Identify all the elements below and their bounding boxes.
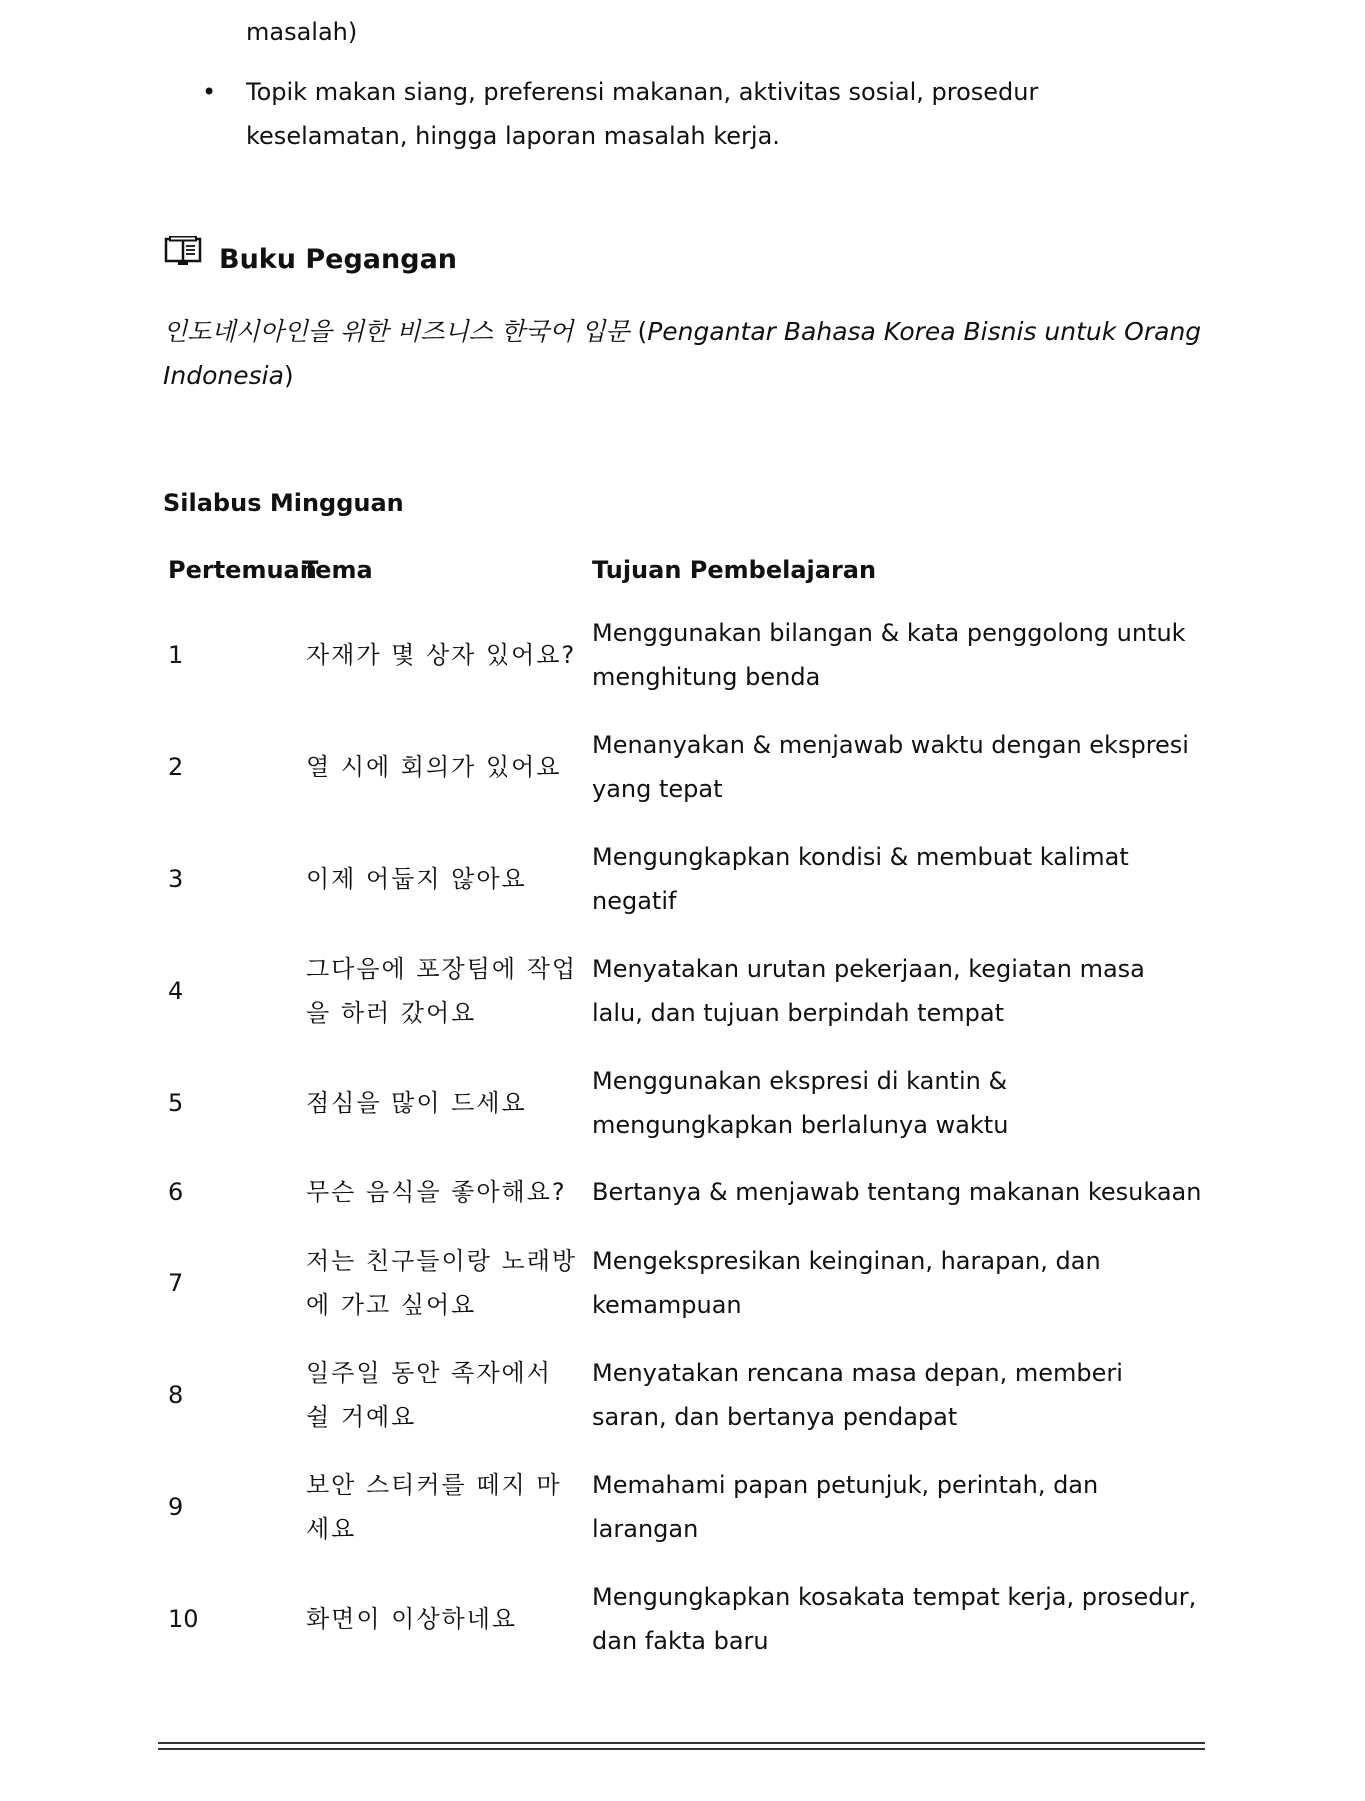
week-theme: 무슨 음식을 좋아해요?	[306, 1178, 567, 1206]
bullet-icon: •	[202, 78, 217, 106]
week-objective: Menyatakan urutan pekerjaan, kegiatan masa lalu, dan tujuan berpindah tempat	[592, 955, 1145, 1027]
week-number: 6	[168, 1178, 184, 1206]
week-theme: 저는 친구들이랑 노래방에 가고 싶어요	[306, 1247, 578, 1319]
column-header-tujuan: Tujuan Pembelajaran	[592, 556, 877, 584]
week-theme: 이제 어둡지 않아요	[306, 865, 527, 893]
week-objective: Mengekspresikan keinginan, harapan, dan kemampuan	[592, 1247, 1101, 1319]
week-number: 4	[168, 977, 184, 1005]
week-theme: 그다음에 포장팀에 작업을 하러 갔어요	[306, 955, 578, 1027]
table-row	[0, 722, 1365, 812]
table-row	[0, 1058, 1365, 1148]
paren-close: )	[283, 361, 294, 390]
week-objective: Menggunakan bilangan & kata penggolong untuk menghitung benda	[592, 619, 1186, 691]
table-row	[0, 946, 1365, 1036]
week-number: 10	[168, 1605, 199, 1633]
week-objective: Memahami papan petunjuk, perintah, dan larangan	[592, 1471, 1099, 1543]
week-objective: Mengungkapkan kosakata tempat kerja, prosedur, dan fakta baru	[592, 1583, 1197, 1655]
paren-open: (	[629, 317, 648, 346]
footer-divider	[158, 1748, 1205, 1750]
week-number: 5	[168, 1089, 184, 1117]
week-number: 3	[168, 865, 184, 893]
column-header-tema: Tema	[302, 556, 373, 584]
table-row	[0, 1238, 1365, 1328]
korean-book-title: 인도네시아인을 위한 비즈니스 한국어 입문	[163, 317, 630, 346]
week-theme: 점심을 많이 드세요	[306, 1089, 527, 1117]
week-number: 1	[168, 641, 184, 669]
week-theme: 보안 스티커를 떼지 마세요	[306, 1471, 562, 1543]
week-objective: Menggunakan ekspresi di kantin & mengungkapkan berlalunya waktu	[592, 1067, 1009, 1139]
table-row	[0, 834, 1365, 924]
week-theme: 열 시에 회의가 있어요	[306, 753, 562, 781]
list-item-continuation: masalah)	[246, 18, 358, 46]
week-number: 9	[168, 1493, 184, 1521]
syllabus-title: Silabus Mingguan	[163, 489, 404, 517]
table-row	[0, 1350, 1365, 1440]
book-icon	[163, 236, 203, 270]
week-objective: Mengungkapkan kondisi & membuat kalimat negatif	[592, 843, 1129, 915]
table-row	[0, 1170, 1365, 1214]
textbook-reference	[163, 310, 1213, 398]
table-row	[0, 1462, 1365, 1552]
section-title: Buku Pegangan	[219, 244, 458, 275]
textbook-heading	[163, 240, 457, 280]
week-number: 8	[168, 1381, 184, 1409]
indonesian-book-title: Pengantar Bahasa Korea Bisnis untuk Orang Indonesia	[163, 317, 1202, 390]
week-number: 2	[168, 753, 184, 781]
week-theme: 자재가 몇 상자 있어요?	[306, 641, 577, 669]
list-item: Topik makan siang, preferensi makanan, aktivitas sosial, prosedur keselamatan, hingga laporan masalah kerja.	[246, 78, 1039, 150]
week-objective: Menyatakan rencana masa depan, memberi saran, dan bertanya pendapat	[592, 1359, 1123, 1431]
table-row	[0, 1574, 1365, 1664]
table-row	[0, 610, 1365, 700]
week-theme: 일주일 동안 족자에서 쉴 거예요	[306, 1359, 552, 1431]
week-objective: Bertanya & menjawab tentang makanan kesukaan	[592, 1178, 1202, 1206]
column-header-pertemuan: Pertemuan	[168, 556, 317, 584]
week-objective: Menanyakan & menjawab waktu dengan ekspresi yang tepat	[592, 731, 1189, 803]
week-number: 7	[168, 1269, 184, 1297]
footer-divider	[158, 1742, 1205, 1744]
week-theme: 화면이 이상하네요	[306, 1605, 518, 1633]
